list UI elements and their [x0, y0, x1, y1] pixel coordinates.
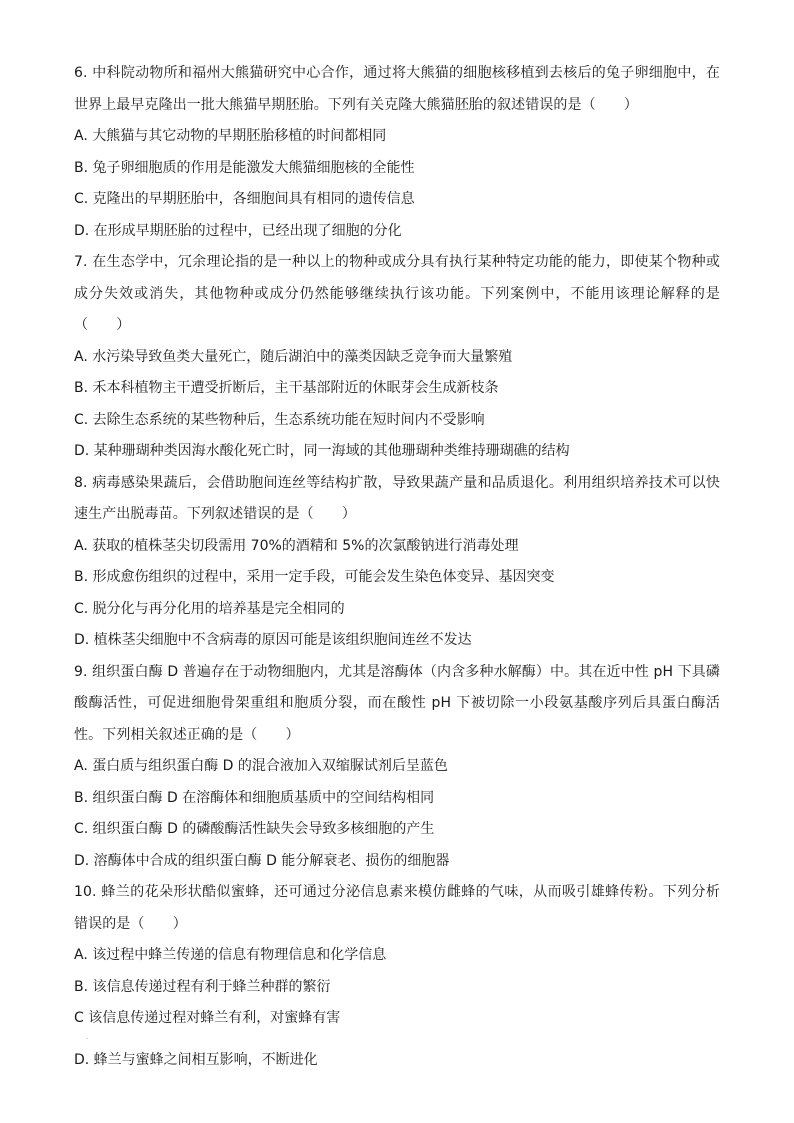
- option-a: A. 大熊猫与其它动物的早期胚胎移植的时间都相同: [74, 128, 387, 144]
- option-b: B. 该信息传递过程有利于蜂兰种群的繁衍: [74, 978, 331, 995]
- question-stem: 9. 组织蛋白酶 D 普遍存在于动物细胞内，尤其是溶酶体（内含多种水解酶）中。其在近中性 pH 下具磷酸酶活性，可促进细胞骨架重组和胞质分裂，而在酸性 pH 下被切除一小段氨基酸序列后具蛋白酶活性。下列相关叙述正确的是（ ）: [74, 663, 720, 743]
- option-a: A. 获取的植株茎尖切段需用 70%的酒精和 5%的次氯酸钠进行消毒处理: [74, 537, 519, 554]
- option-d: D. 植株茎尖细胞中不含病毒的原因可能是该组织胞间连丝不发达: [74, 632, 472, 648]
- question-stem: 6. 中科院动物所和福州大熊猫研究中心合作，通过将大熊猫的细胞核移植到去核后的兔子卵细胞中，在世界上最早克隆出一批大熊猫早期胚胎。下列有关克隆大熊猫胚胎的叙述错误的是（ ）: [74, 65, 720, 113]
- question-stem: 8. 病毒感染果蔬后，会借助胞间连丝等结构扩散，导致果蔬产量和品质退化。利用组织培养技术可以快速生产出脱毒苗。下列叙述错误的是（ ）: [74, 474, 720, 522]
- option-a: A. 水污染导致鱼类大量死亡，随后湖泊中的藻类因缺乏竞争而大量繁殖: [74, 348, 513, 365]
- option-d: D. 在形成早期胚胎的过程中，已经出现了细胞的分化: [74, 222, 402, 239]
- stray-dot: ·: [86, 1035, 88, 1043]
- option-c: C. 组织蛋白酶 D 的磷酸酶活性缺失会导致多核细胞的产生: [74, 821, 435, 837]
- option-b: B. 组织蛋白酶 D 在溶酶体和细胞质基质中的空间结构相同: [74, 789, 435, 806]
- option-d: D. 蜂兰与蜜蜂之间相互影响，不断进化: [74, 1051, 318, 1068]
- question-9: [74, 657, 720, 878]
- option-a: A. 该过程中蜂兰传递的信息有物理信息和化学信息: [74, 947, 387, 963]
- question-stem: 10. 蜂兰的花朵形状酷似蜜蜂，还可通过分泌信息素来模仿雌蜂的气味，从而吸引雄蜂传粉。下列分析错误的是（ ）: [74, 884, 720, 932]
- option-b: B. 兔子卵细胞质的作用是能激发大熊猫细胞核的全能性: [74, 159, 415, 176]
- option-b: B. 禾本科植物主干遭受折断后，主干基部附近的休眠芽会生成新枝条: [74, 380, 499, 396]
- question-stem: 7. 在生态学中，冗余理论指的是一种以上的物种或成分具有执行某种特定功能的能力，即使某个物种或成分失效或消失，其他物种或成分仍然能够继续执行该功能。下列案例中，不能用该理论解释的是（ ）: [74, 254, 720, 333]
- option-a: A. 蛋白质与组织蛋白酶 D 的混合液加入双缩脲试剂后呈蓝色: [74, 758, 448, 774]
- option-c: C. 去除生态系统的某些物种后，生态系统功能在短时间内不受影响: [74, 411, 485, 428]
- option-d: D. 溶酶体中合成的组织蛋白酶 D 能分解衰老、损伤的细胞器: [74, 852, 450, 869]
- question-10: [74, 877, 720, 1076]
- option-c: C. 克隆出的早期胚胎中，各细胞间具有相同的遗传信息: [74, 191, 415, 207]
- question-6: [74, 58, 720, 247]
- option-d: D. 某种珊瑚种类因海水酸化死亡时，同一海域的其他珊瑚种类维持珊瑚礁的结构: [74, 443, 570, 459]
- option-b: B. 形成愈伤组织的过程中，采用一定手段，可能会发生染色体变异、基因突变: [74, 569, 555, 585]
- question-7: [74, 247, 720, 468]
- option-c: C. 脱分化与再分化用的培养基是完全相同的: [74, 600, 345, 617]
- question-8: [74, 468, 720, 657]
- option-c: C 该信息传递过程对蜂兰有利，对蜜蜂有害: [74, 1010, 341, 1026]
